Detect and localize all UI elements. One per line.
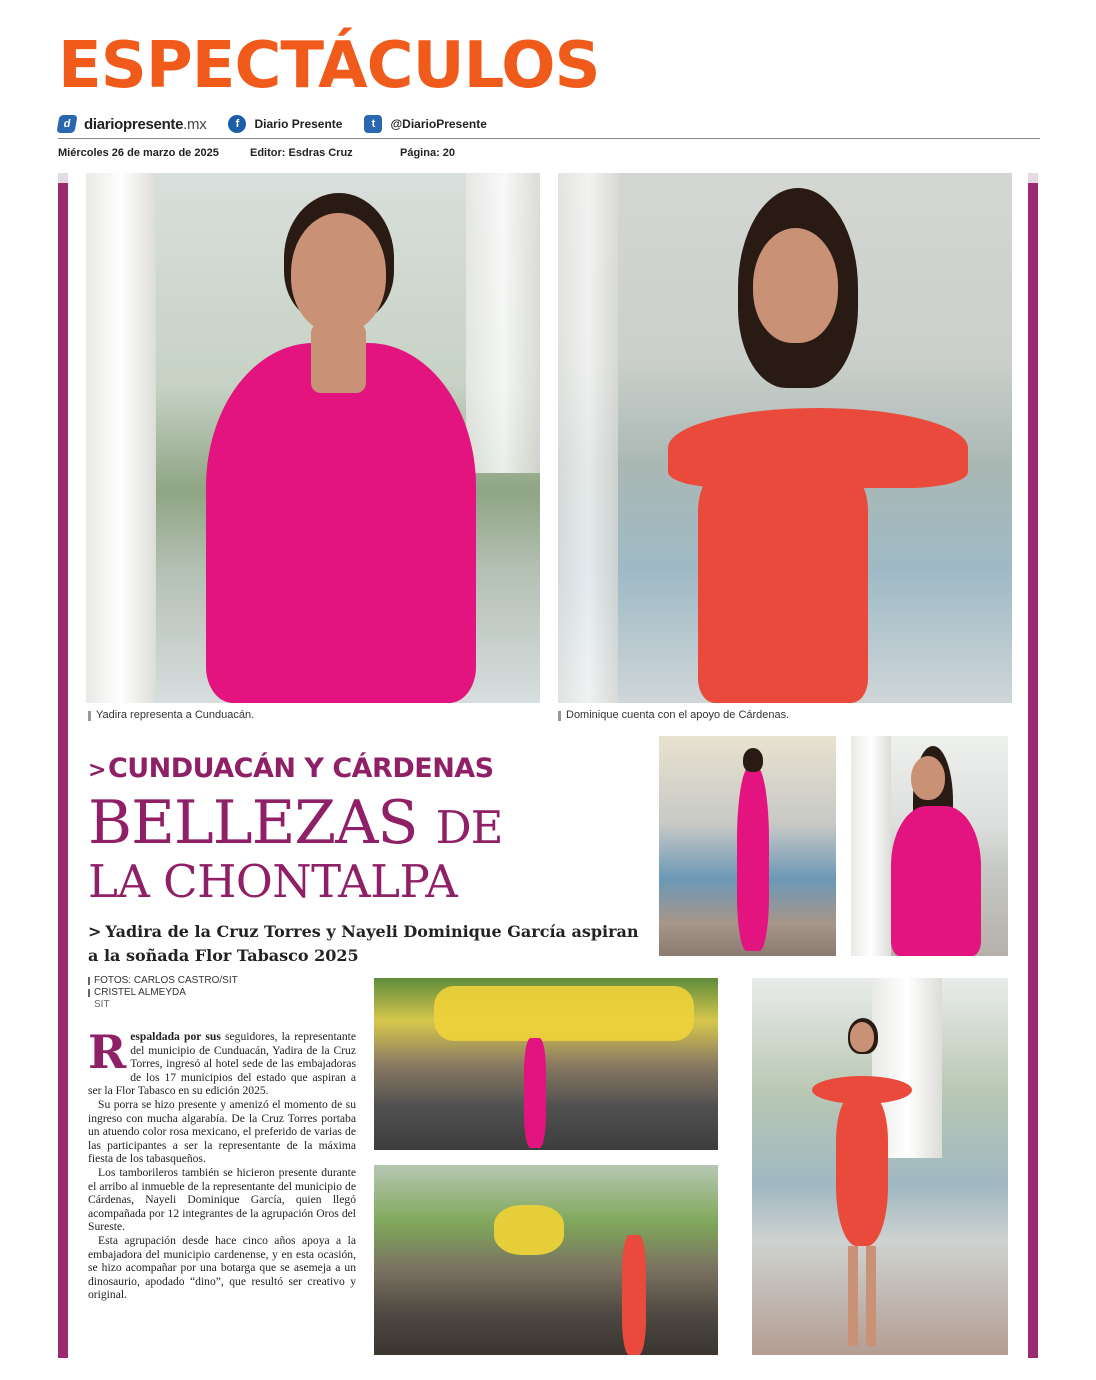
photo-yadira-back-view (851, 736, 1008, 956)
photo-dominique-full-body (752, 978, 1008, 1355)
article-kicker: >CUNDUACÁN Y CÁRDENAS (88, 753, 494, 784)
photo-cunduacan-supporters (374, 978, 718, 1150)
diariopresente-logo-icon: d (56, 115, 77, 133)
paragraph: Esta agrupación desde hace cinco años apoya a la embajadora del municipio cardenense, y en esta ocasión, se hizo acompañar por una botarga que se asemeja a un dinosaurio, apodado “dino”, que resultó ser creativo y original. (88, 1233, 356, 1302)
page-number: Página: 20 (400, 147, 456, 159)
article-credits (88, 975, 238, 1011)
photo-credit: FOTOS: CARLOS CASTRO/SIT (88, 975, 238, 987)
social-bar (58, 114, 487, 134)
twitter-handle[interactable]: @DiarioPresente (390, 117, 487, 131)
issue-date: Miércoles 26 de marzo de 2025 (58, 147, 219, 159)
paragraph: Los tamborileros también se hicieron presente durante el arribo al inmueble de la representante del municipio de Cárdenas, Nayeli Dominique García, quien llegó acompañada por 12 integrantes de la agrupación Oros del Sureste. (88, 1165, 356, 1234)
header-rule (58, 138, 1040, 139)
editor-credit: Editor: Esdras Cruz (250, 147, 353, 159)
article-deck: > Yadira de la Cruz Torres y Nayeli Dominique García aspiran a la soñada Flor Tabasco 2025 (88, 922, 639, 965)
section-title: ESPECTÁCULOS (58, 29, 600, 103)
left-accent-bar (58, 173, 68, 1358)
right-accent-bar (1028, 173, 1038, 1358)
facebook-handle[interactable]: Diario Presente (254, 117, 343, 131)
photo-dominique-portrait (558, 173, 1012, 703)
dateline (58, 147, 455, 159)
caption-yadira: Yadira representa a Cunduacán. (88, 709, 254, 721)
source-credit: SIT (94, 999, 110, 1010)
article-headline: BELLEZAS DE LA CHONTALPA (88, 788, 503, 908)
photo-cardenas-supporters (374, 1165, 718, 1355)
facebook-icon: f (228, 115, 246, 133)
drop-cap: R (88, 1025, 127, 1079)
photo-yadira-portrait (86, 173, 540, 703)
caption-dominique: Dominique cuenta con el apoyo de Cárdenas. (558, 709, 789, 721)
article-body: Respaldada por sus seguidores, la representante del municipio de Cunduacán, Yadira de la Cruz Torres, ingresó al hotel sede de las embajadoras de los 17 municipios del estado que aspiran a ser la Flor Tabasco en su edición 2025. Su porra se hizo presente y amenizó el momento de su ingreso con mucha algarabía. De la Cruz Torres portaba un atuendo color rosa mexicano, el preferido de varias de las participantes a ser la representante de la máxima fiesta de los tabasqueños. Los tamborileros también se hicieron presente durante el arribo al inmueble de la representante del municipio de Cárdenas, Nayeli Dominique García, quien llegó acompañada por 12 integrantes de la agrupación Oros del Sureste. Esta agrupación desde hace cinco años apoya a la embajadora del municipio cardenense, y en esta ocasión, se hizo acompañar por una botarga que se asemeja a un dinosaurio, apodado “dino”, que resultó ser creativo y original. (88, 1025, 356, 1302)
paragraph: Su porra se hizo presente y amenizó el momento de su ingreso con mucha algarabía. De la Cruz Torres portaba un atuendo color rosa mexicano, el preferido de varias de las participantes a ser la representante de la máxima fiesta de los tabasqueños. (88, 1097, 356, 1166)
photo-yadira-full-body (659, 736, 836, 956)
twitter-icon: t (364, 115, 382, 133)
author-credit: CRISTEL ALMEYDA (88, 987, 238, 999)
site-name[interactable]: diariopresente.mx (84, 115, 207, 133)
